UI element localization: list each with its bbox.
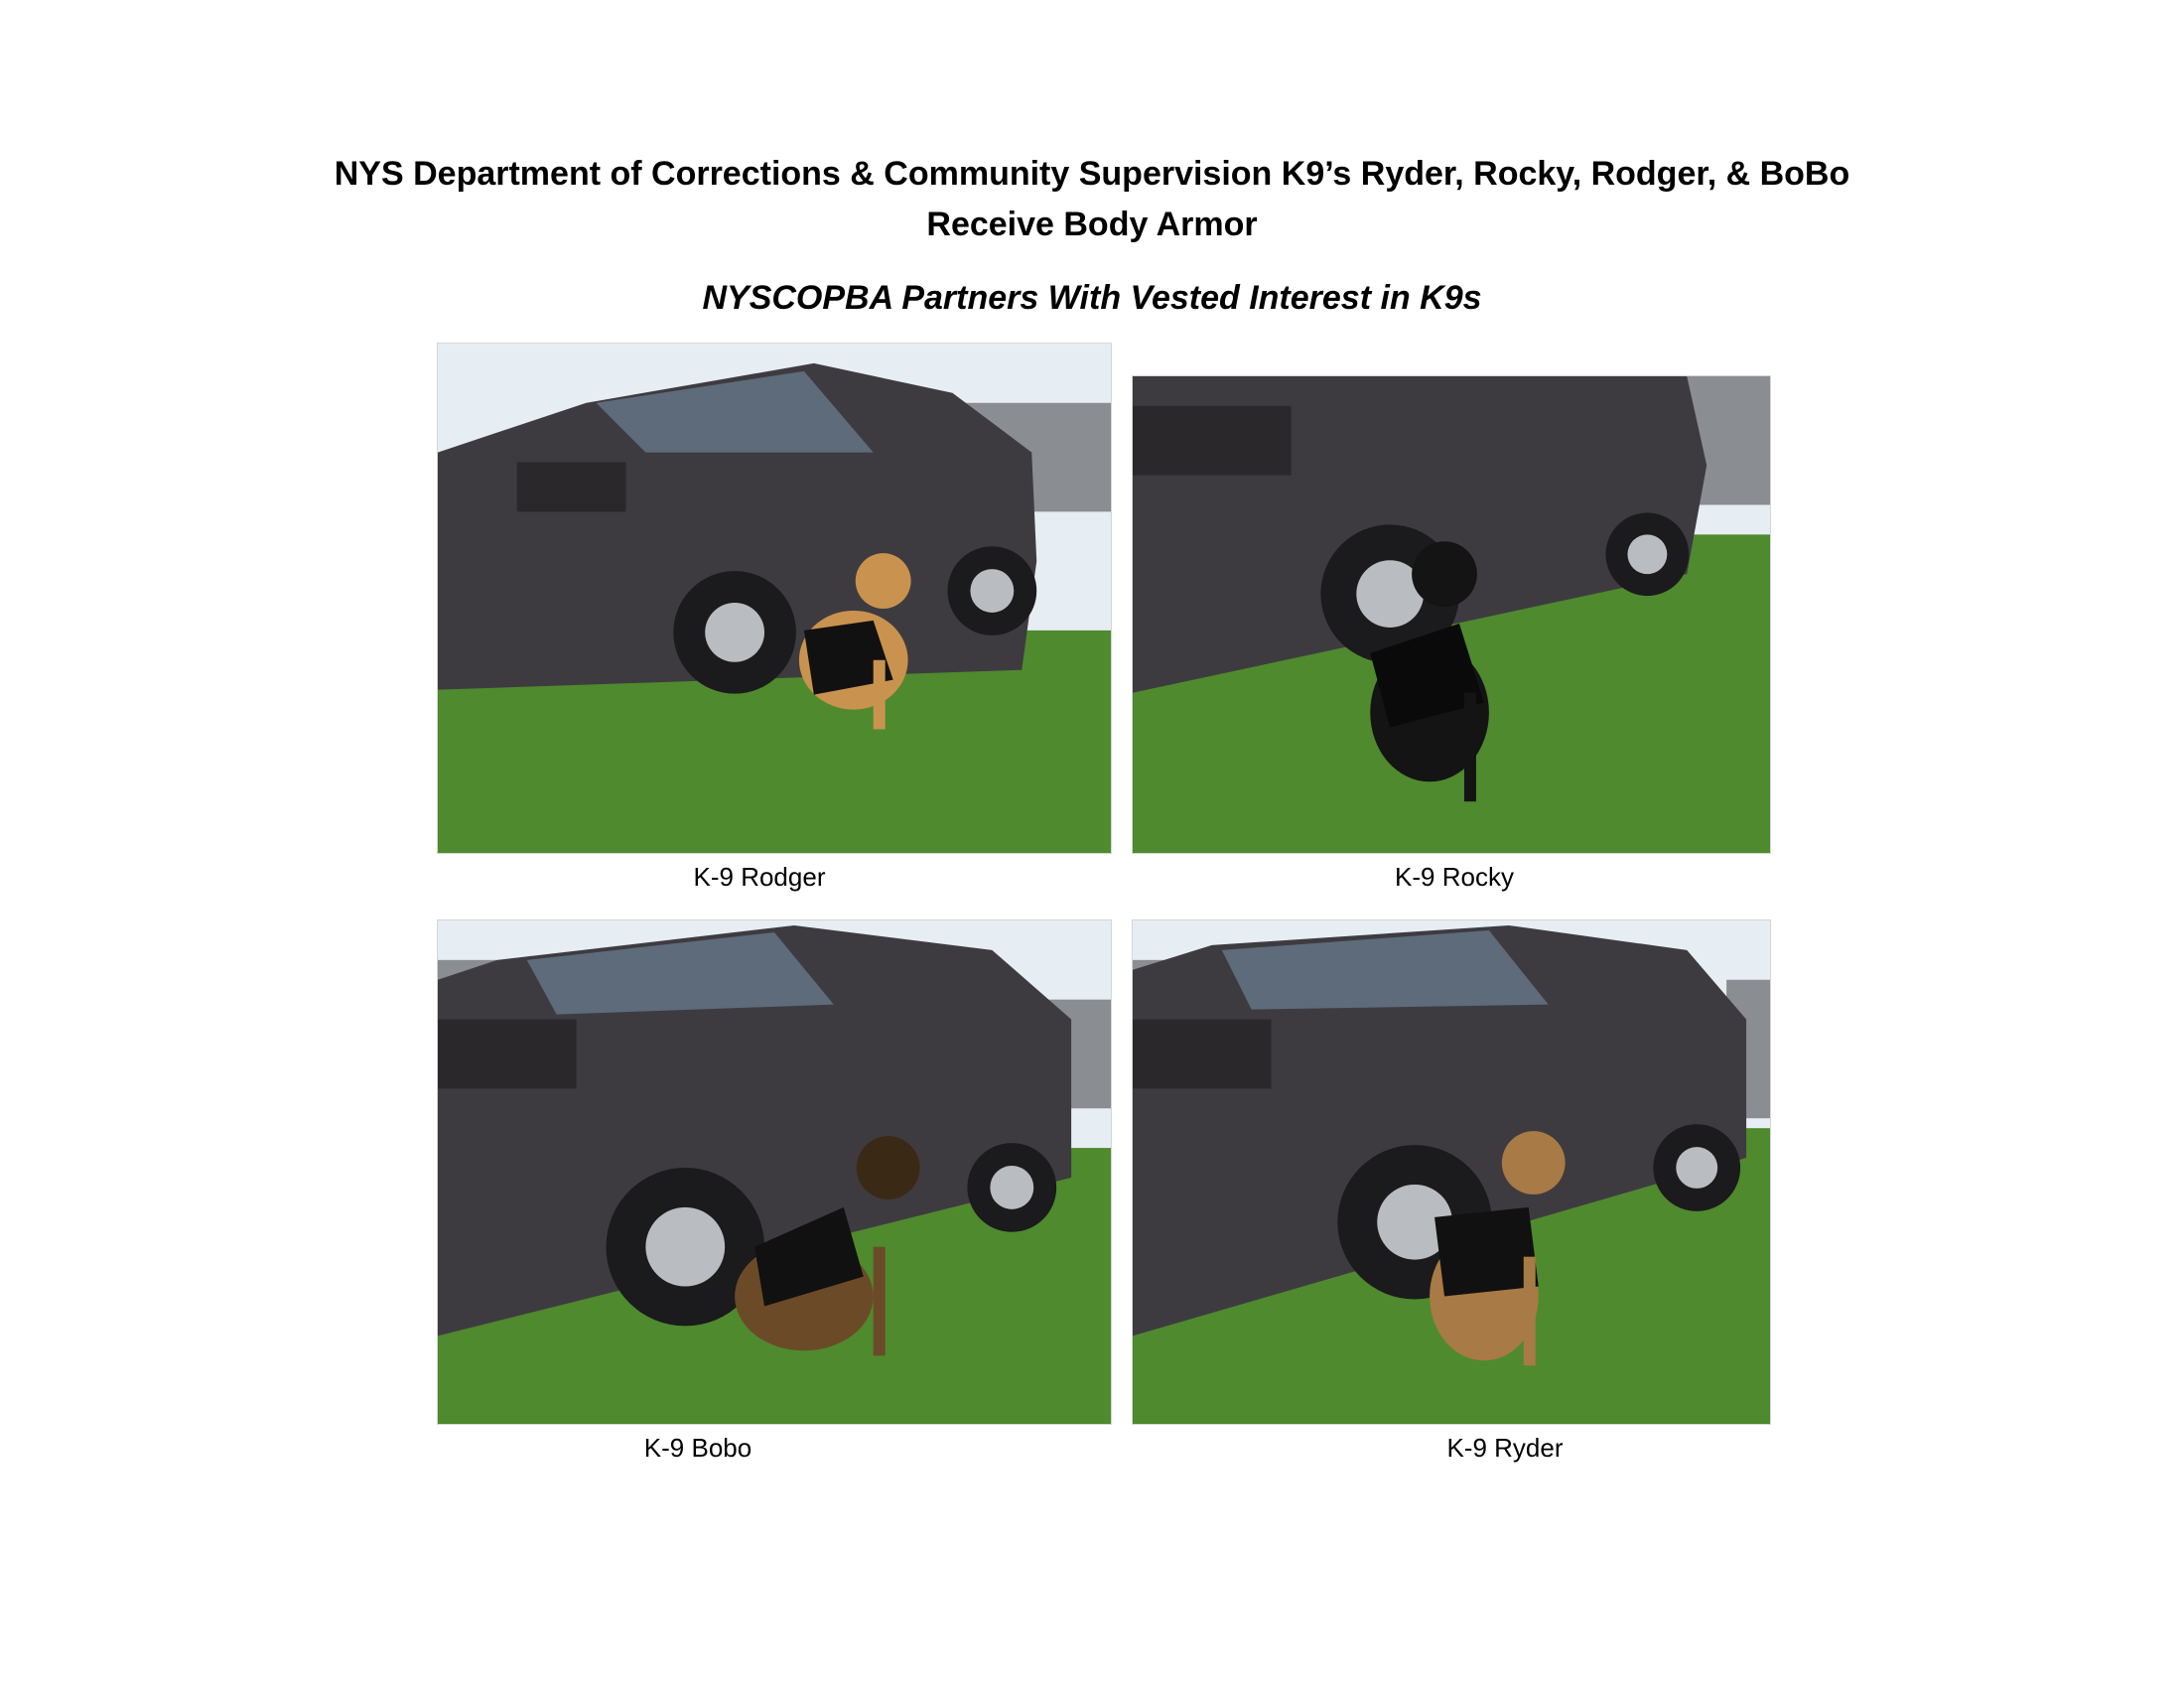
title-line-2: Receive Body Armor (926, 206, 1258, 243)
title-line-1: NYS Department of Corrections & Community Supervision K9’s Ryder, Rocky, Rodger, & BoBo (334, 155, 1850, 193)
document-title (0, 149, 2184, 250)
caption-k9-rocky: K-9 Rocky (1395, 862, 1514, 892)
photo-k9-rodger (437, 343, 1112, 854)
document-subtitle: NYSCOPBA Partners With Vested Interest in K9s (702, 279, 1482, 317)
photo-k9-rocky (1132, 375, 1771, 854)
caption-k9-rodger: K-9 Rodger (693, 862, 826, 892)
photo-k9-bobo (437, 919, 1112, 1425)
caption-k9-ryder: K-9 Ryder (1446, 1433, 1564, 1463)
caption-k9-bobo: K-9 Bobo (643, 1433, 752, 1463)
photo-k9-ryder (1132, 919, 1771, 1425)
